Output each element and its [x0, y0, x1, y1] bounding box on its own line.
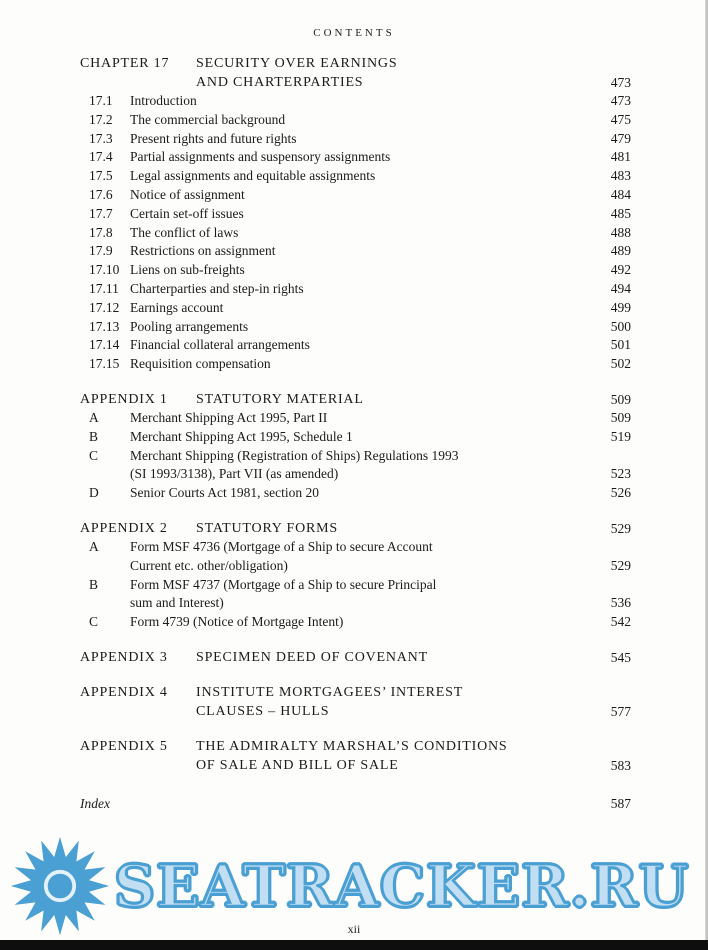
- appendix-5-block: [80, 737, 631, 775]
- chapter-title: [196, 54, 589, 92]
- section-number: 17.14: [89, 337, 120, 353]
- watermark-text: SEATRACKER.RU: [114, 852, 690, 920]
- appendix-3-block: [80, 648, 631, 667]
- item-letter: B: [89, 576, 99, 592]
- toc-content: [80, 54, 631, 813]
- appendix-item-row: [80, 409, 631, 428]
- chapter-page-number: 473: [610, 75, 631, 90]
- item-letter: A: [89, 409, 99, 425]
- item-title-line1: Merchant Shipping Act 1995, Schedule 1: [130, 428, 353, 444]
- toc-section-row: [80, 224, 631, 243]
- appendix-2-heading: [80, 519, 631, 538]
- appendix-title: [196, 737, 589, 775]
- section-title: Certain set-off issues: [130, 205, 244, 221]
- appendix-4-heading: [80, 683, 631, 721]
- toc-section-row: [80, 299, 631, 318]
- section-page-number: 499: [610, 299, 631, 315]
- section-title: Financial collateral arrangements: [130, 337, 310, 353]
- appendix-1-block: [80, 390, 631, 503]
- section-page-number: 489: [610, 243, 631, 259]
- item-title-line1: Form MSF 4737 (Mortgage of a Ship to secure Principal: [130, 576, 437, 592]
- section-page-number: 494: [610, 280, 631, 296]
- item-title: [130, 613, 589, 632]
- page-header-contents: CONTENTS: [313, 27, 395, 39]
- appendix-item-row: [80, 428, 631, 447]
- toc-section-row: [80, 92, 631, 111]
- section-page-number: 502: [610, 356, 631, 372]
- index-page-number: 587: [610, 795, 631, 811]
- section-title: Notice of assignment: [130, 186, 245, 202]
- section-number: 17.6: [89, 186, 113, 202]
- chapter-label: CHAPTER 17: [80, 56, 170, 71]
- section-title: Liens on sub-freights: [130, 262, 245, 278]
- section-number: 17.1: [89, 93, 113, 108]
- section-number: 17.4: [89, 149, 113, 165]
- index-label: Index: [80, 795, 110, 811]
- appendix-label: APPENDIX 2: [80, 520, 168, 536]
- section-title: Charterparties and step-in rights: [130, 280, 304, 296]
- item-title: [130, 538, 589, 576]
- item-letter: C: [89, 614, 99, 630]
- appendix-label: APPENDIX 3: [80, 649, 168, 665]
- item-title-line2: Current etc. other/obligation): [130, 557, 288, 573]
- item-letter: C: [89, 447, 99, 463]
- section-number: 17.11: [89, 280, 119, 296]
- index-row: [80, 794, 631, 813]
- toc-section-row: [80, 148, 631, 167]
- section-page-number: 475: [610, 111, 631, 127]
- section-title: The conflict of laws: [130, 224, 239, 240]
- item-letter: D: [89, 485, 99, 501]
- scan-edge-bottom: [0, 940, 708, 950]
- appendix-item-row: [80, 538, 631, 576]
- item-page-number: 536: [610, 595, 631, 611]
- item-title: [130, 576, 589, 614]
- item-title: [130, 484, 589, 503]
- item-letter: A: [89, 538, 99, 554]
- toc-section-row: [80, 261, 631, 280]
- section-number: 17.8: [89, 224, 113, 240]
- section-title: Pooling arrangements: [130, 318, 249, 334]
- chapter-title-line2: AND CHARTERPARTIES: [196, 75, 364, 90]
- appendix-title: STATUTORY FORMS: [196, 520, 338, 536]
- section-number: 17.13: [89, 318, 120, 334]
- item-letter: B: [89, 428, 99, 444]
- section-title: Requisition compensation: [130, 356, 271, 372]
- appendix-title: SPECIMEN DEED OF COVENANT: [196, 649, 428, 665]
- toc-section-row: [80, 186, 631, 205]
- appendix-title: [196, 683, 589, 721]
- section-page-number: 488: [610, 224, 631, 240]
- appendix-item-row: [80, 576, 631, 614]
- appendix-title-line1: INSTITUTE MORTGAGEES’ INTEREST: [196, 684, 464, 700]
- chapter-heading: [80, 54, 631, 92]
- item-title-line2: (SI 1993/3138), Part VII (as amended): [130, 466, 339, 482]
- section-number: 17.12: [89, 299, 120, 315]
- appendix-title: STATUTORY MATERIAL: [196, 391, 364, 407]
- appendix-label: APPENDIX 4: [80, 684, 168, 700]
- appendix-title-line2: CLAUSES – HULLS: [196, 703, 330, 719]
- appendix-page-number: 509: [610, 391, 631, 407]
- section-page-number: 492: [610, 262, 631, 278]
- toc-section-row: [80, 242, 631, 261]
- appendix-3-heading: [80, 648, 631, 667]
- appendix-4-block: [80, 683, 631, 721]
- item-title-line1: Merchant Shipping Act 1995, Part II: [130, 409, 328, 425]
- toc-section-row: [80, 205, 631, 224]
- section-page-number: 501: [610, 337, 631, 353]
- appendix-item-row: [80, 484, 631, 503]
- section-title: Introduction: [130, 93, 197, 108]
- section-page-number: 485: [610, 205, 631, 221]
- appendix-title-line1: THE ADMIRALTY MARSHAL’S CONDITIONS: [196, 738, 508, 754]
- section-number: 17.10: [89, 262, 120, 278]
- item-page-number: 523: [610, 466, 631, 482]
- chapter-title-line1: SECURITY OVER EARNINGS: [196, 56, 398, 71]
- section-page-number: 479: [610, 130, 631, 146]
- item-title-line1: Senior Courts Act 1981, section 20: [130, 485, 319, 501]
- appendix-item-row: [80, 447, 631, 485]
- section-page-number: 483: [610, 168, 631, 184]
- section-number: 17.9: [89, 243, 113, 259]
- item-page-number: 542: [610, 614, 631, 630]
- toc-section-row: [80, 111, 631, 130]
- toc-section-row: [80, 318, 631, 337]
- appendix-page-number: 545: [610, 649, 631, 665]
- appendix-1-heading: [80, 390, 631, 409]
- folio-page-number: xii: [347, 922, 361, 936]
- item-title-line1: Form MSF 4736 (Mortgage of a Ship to secure Account: [130, 538, 433, 554]
- section-page-number: 500: [610, 318, 631, 334]
- appendix-5-heading: [80, 737, 631, 775]
- section-title: Legal assignments and equitable assignments: [130, 168, 376, 184]
- section-title: The commercial background: [130, 111, 286, 127]
- appendix-page-number: 583: [610, 757, 631, 773]
- section-title: Restrictions on assignment: [130, 243, 276, 259]
- section-page-number: 473: [610, 93, 631, 108]
- toc-section-row: [80, 167, 631, 186]
- section-number: 17.3: [89, 130, 113, 146]
- item-page-number: 526: [610, 485, 631, 501]
- seatracker-watermark: [8, 836, 704, 936]
- section-number: 17.2: [89, 111, 113, 127]
- appendix-page-number: 577: [610, 703, 631, 719]
- section-number: 17.7: [89, 205, 113, 221]
- section-number: 17.15: [89, 356, 120, 372]
- item-page-number: 509: [610, 409, 631, 425]
- appendix-item-row: [80, 613, 631, 632]
- toc-section-row: [80, 355, 631, 374]
- item-title-line2: sum and Interest): [130, 595, 224, 611]
- item-title: [130, 447, 589, 485]
- toc-section-row: [80, 280, 631, 299]
- item-title: [130, 428, 589, 447]
- appendix-2-block: [80, 519, 631, 632]
- item-page-number: 529: [610, 557, 631, 573]
- section-number: 17.5: [89, 168, 113, 184]
- toc-section-row: [80, 336, 631, 355]
- appendix-label: APPENDIX 1: [80, 391, 168, 407]
- section-title: Earnings account: [130, 299, 224, 315]
- appendix-title-line2: OF SALE AND BILL OF SALE: [196, 757, 399, 773]
- section-page-number: 481: [610, 149, 631, 165]
- appendix-label: APPENDIX 5: [80, 738, 168, 754]
- section-title: Partial assignments and suspensory assignments: [130, 149, 391, 165]
- item-title-line1: Form 4739 (Notice of Mortgage Intent): [130, 614, 344, 630]
- item-title-line1: Merchant Shipping (Registration of Ships) Regulations 1993: [130, 447, 459, 463]
- toc-section-row: [80, 130, 631, 149]
- section-title: Present rights and future rights: [130, 130, 297, 146]
- section-page-number: 484: [610, 186, 631, 202]
- appendix-page-number: 529: [610, 520, 631, 536]
- item-title: [130, 409, 589, 428]
- item-page-number: 519: [610, 428, 631, 444]
